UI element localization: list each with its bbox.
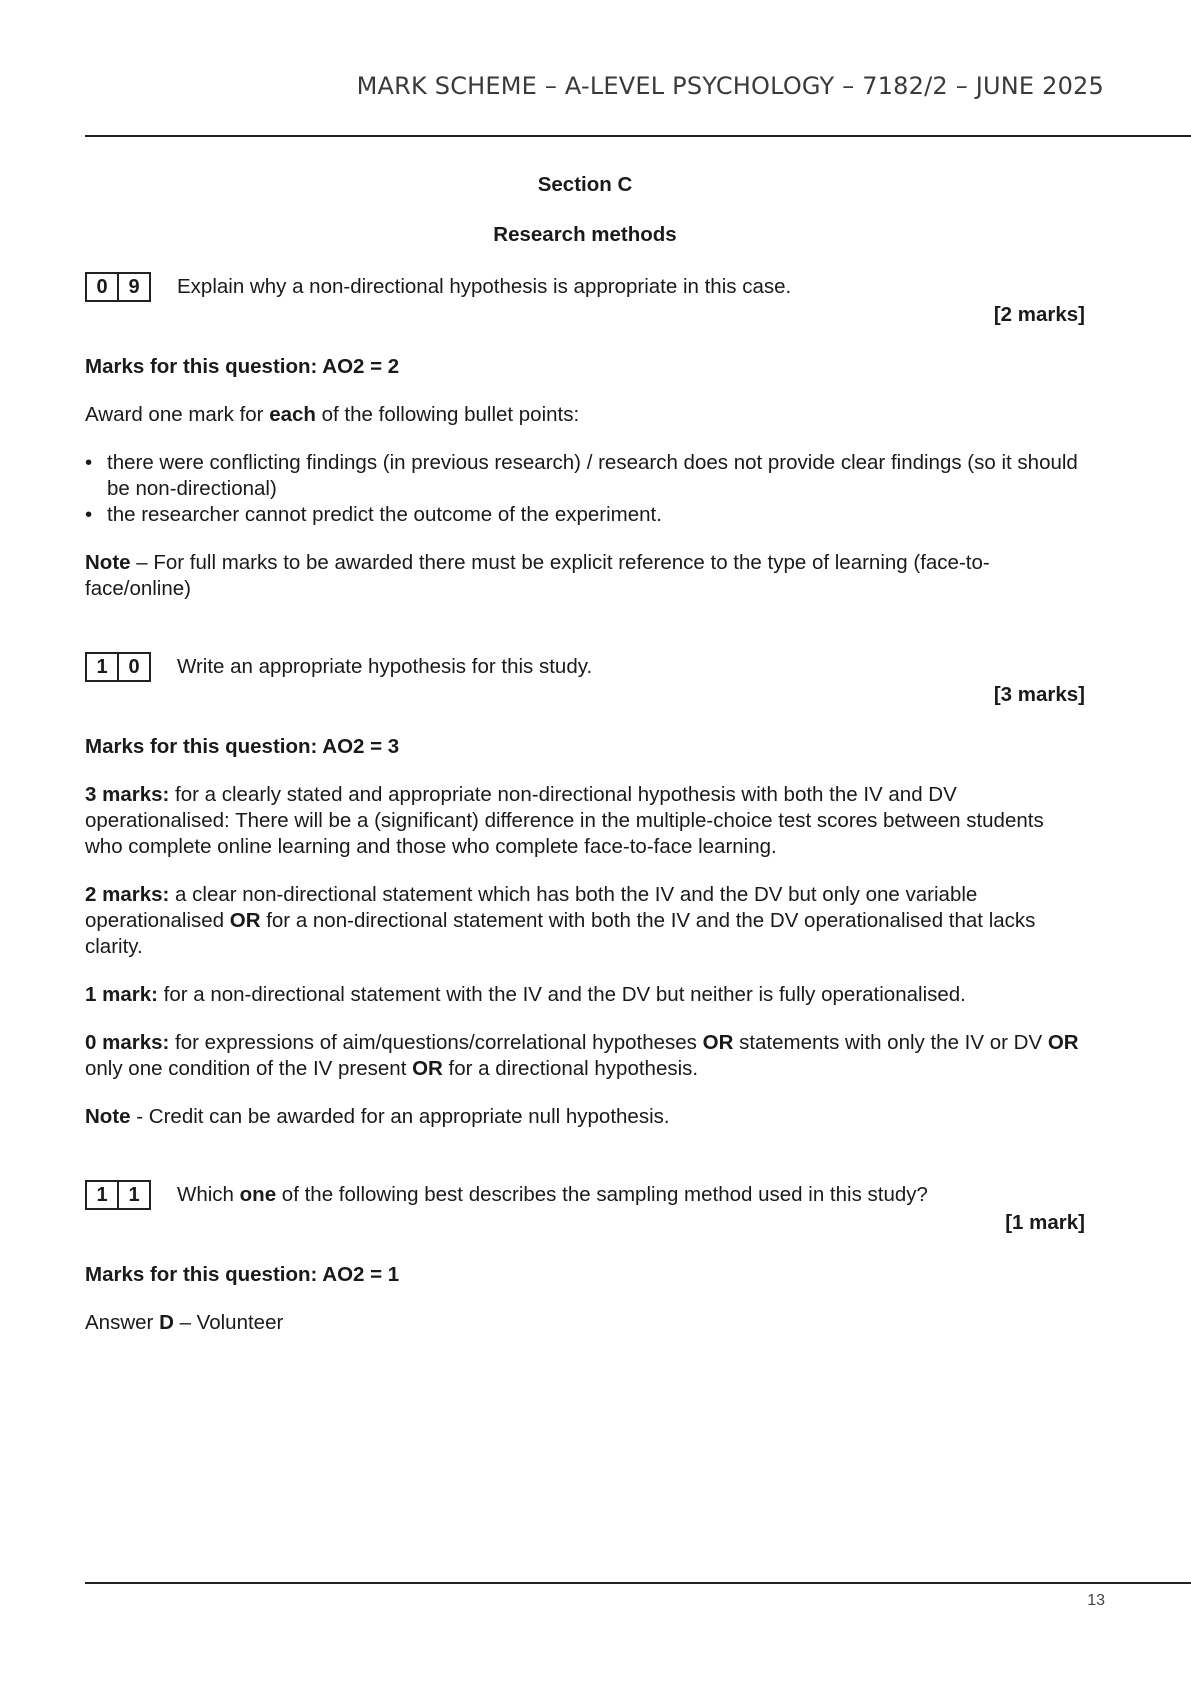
section-subtitle: Research methods [493,223,677,246]
marks-for-question: Marks for this question: AO2 = 3 [85,735,400,758]
document-header-title: MARK SCHEME – A-LEVEL PSYCHOLOGY – 7182/2 – JUNE 2025 [356,72,1104,100]
question-digit: 9 [117,274,149,300]
question-digit: 1 [96,656,108,678]
note: Note – For full marks to be awarded there must be explicit reference to the type of learning (face-to-face/online) [85,551,990,600]
marks-for-question: Marks for this question: AO2 = 1 [85,1263,400,1286]
question-number-box [85,652,151,682]
question-digit: 0 [96,276,108,298]
marks-for-question: Marks for this question: AO2 = 2 [85,355,400,378]
question-09-row [85,272,1085,302]
question-text: Which one of the following best describes the sampling method used in this study? [177,1183,928,1206]
question-number-box [85,272,151,302]
note: Note - Credit can be awarded for an appropriate null hypothesis. [85,1105,670,1128]
mark-band-1: 1 mark: for a non-directional statement with the IV and the DV but neither is fully operationalised. [85,983,966,1006]
bullet-item: • there were conflicting findings (in previous research) / research does not provide clear findings (so it should be non-directional) [107,450,1085,502]
mark-band-0: 0 marks: for expressions of aim/questions/correlational hypotheses OR statements with only the IV or DV OR only one condition of the IV present OR for a directional hypothesis. [85,1031,1079,1080]
bullet-list [85,450,1085,528]
section-title: Section C [537,173,633,196]
question-marks: [1 mark] [1005,1211,1085,1234]
page-number: 13 [1087,1592,1105,1609]
mark-scheme-content [85,168,1085,1336]
question-marks: [3 marks] [993,683,1085,706]
question-digit: 0 [117,654,149,680]
question-11-row [85,1180,1085,1210]
award-instruction: Award one mark for each of the following bullet points: [85,403,580,426]
question-number-box [85,1180,151,1210]
mark-band-2: 2 marks: a clear non-directional statement which has both the IV and the DV but only one variable operationalised OR for a non-directional statement with both the IV and the DV operationalised that lacks clarity. [85,883,1036,958]
header-divider [85,135,1191,137]
question-digit: 1 [96,1184,108,1206]
answer: Answer D – Volunteer [85,1311,284,1334]
question-digit: 1 [117,1182,149,1208]
question-marks: [2 marks] [993,303,1085,326]
question-text: Write an appropriate hypothesis for this study. [177,655,593,678]
question-text: Explain why a non-directional hypothesis is appropriate in this case. [177,275,792,298]
bullet-item: • the researcher cannot predict the outcome of the experiment. [107,502,1085,528]
question-10-row [85,652,1085,682]
mark-band-3: 3 marks: for a clearly stated and appropriate non-directional hypothesis with both the IV and DV operationalised: There will be a (significant) difference in the multiple-choice test scores between students who complete online learning and those who complete face-to-face learning. [85,783,1044,858]
footer-divider [85,1582,1191,1584]
